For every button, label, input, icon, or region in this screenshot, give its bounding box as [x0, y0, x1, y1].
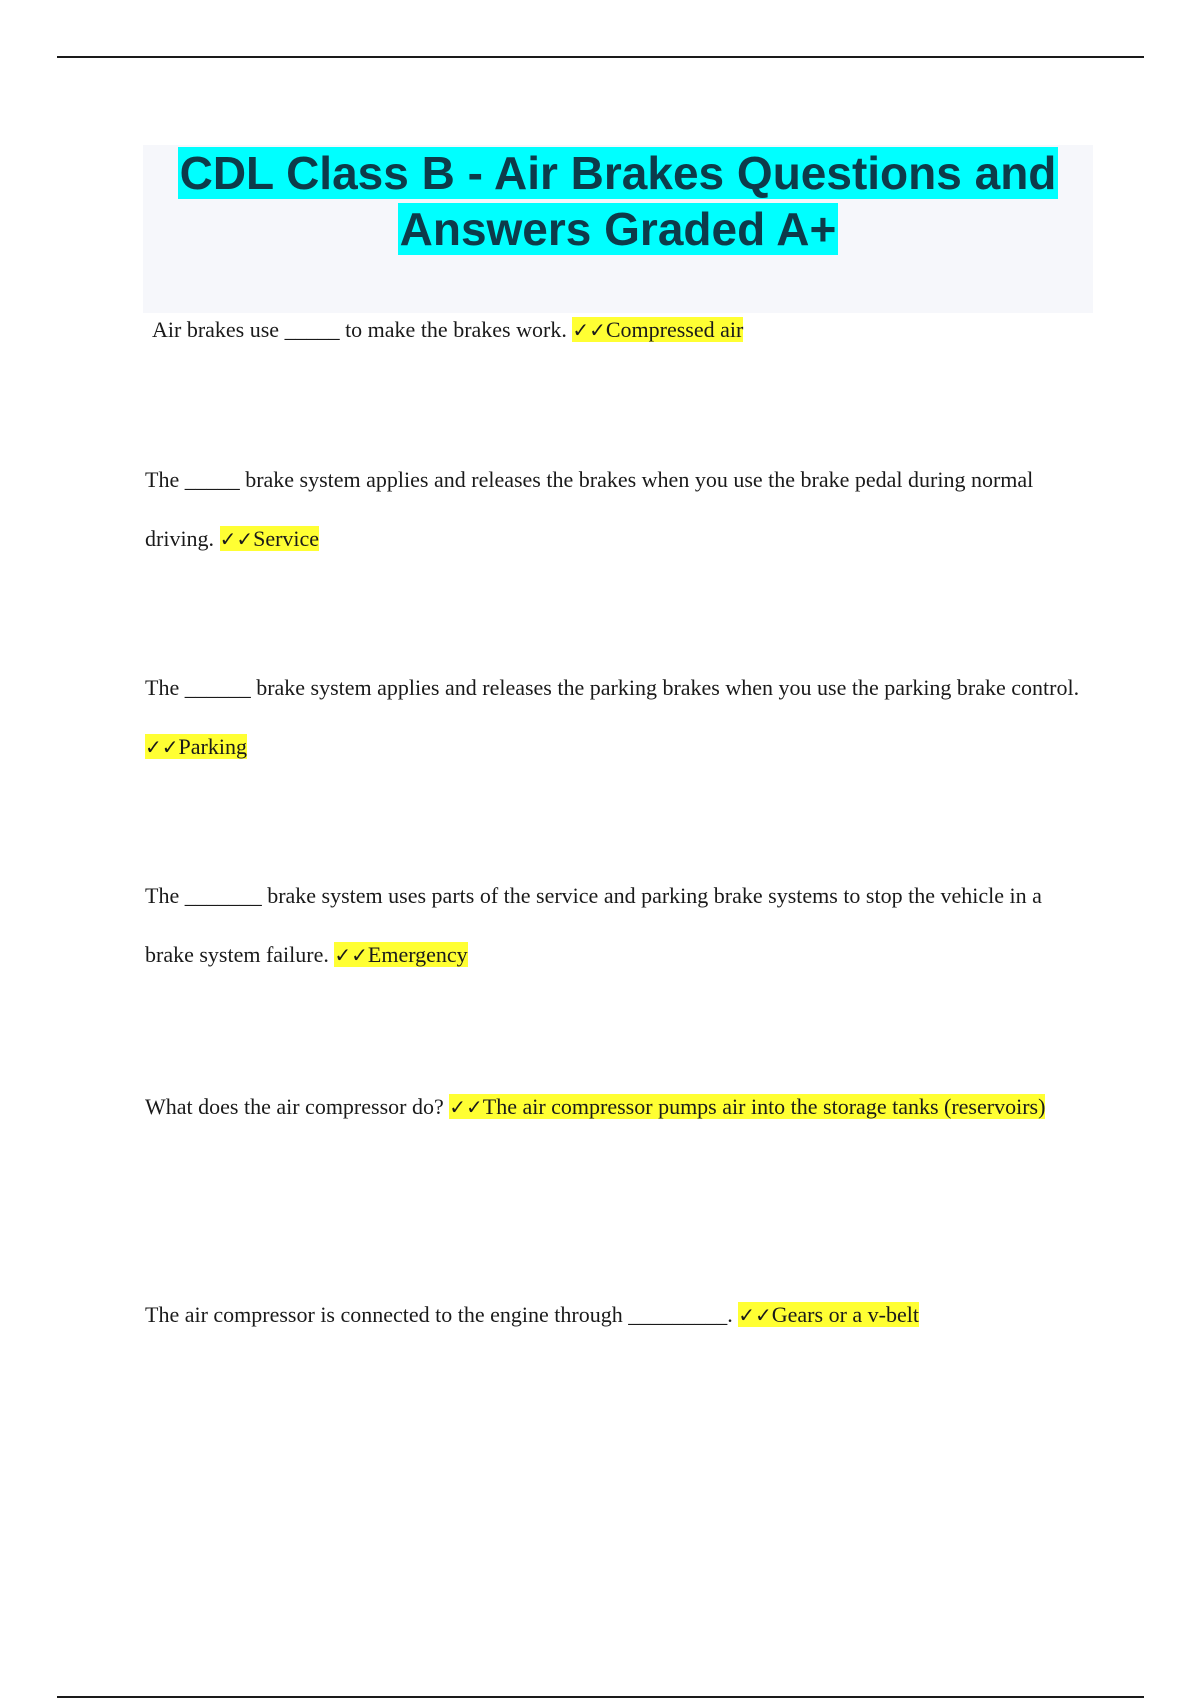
answer-text: Service — [253, 526, 320, 551]
answer-highlight — [145, 734, 247, 759]
question-text: The _______ brake system uses parts of the service and parking brake systems to stop the vehicle in a brake system failure. — [145, 883, 1042, 967]
answer-text: Emergency — [367, 942, 468, 967]
answer-text: Parking — [178, 734, 247, 759]
double-check-icon: ✓✓ — [572, 318, 606, 342]
question-text: The air compressor is connected to the engine through _________. — [145, 1302, 733, 1327]
double-check-icon: ✓✓ — [219, 527, 254, 551]
question-text: The _____ brake system applies and releases the brakes when you use the brake pedal during normal driving. — [145, 467, 1034, 551]
title-block — [143, 145, 1093, 313]
answer-text: Gears or a v-belt — [771, 1302, 919, 1327]
qa-item-4 — [145, 866, 1095, 985]
question-text: Air brakes use _____ to make the brakes work. — [152, 317, 567, 342]
bottom-rule — [57, 1696, 1144, 1698]
qa-item-3 — [145, 658, 1095, 777]
answer-text: Compressed air — [605, 317, 744, 342]
qa-item-6 — [145, 1285, 1095, 1345]
qa-item-5 — [145, 1077, 1095, 1137]
qa-item-2 — [145, 450, 1095, 569]
double-check-icon: ✓✓ — [449, 1095, 483, 1119]
top-rule — [57, 56, 1144, 58]
answer-highlight — [220, 526, 319, 551]
answer-highlight — [738, 1302, 919, 1327]
double-check-icon: ✓✓ — [738, 1303, 772, 1327]
answer-highlight — [449, 1094, 1045, 1119]
answer-highlight — [572, 317, 743, 342]
question-text: The ______ brake system applies and releases the parking brakes when you use the parking brake control. — [145, 675, 1080, 700]
answer-highlight — [334, 942, 467, 967]
document-title — [143, 145, 1093, 257]
double-check-icon: ✓✓ — [145, 735, 179, 759]
question-text: What does the air compressor do? — [145, 1094, 444, 1119]
double-check-icon: ✓✓ — [334, 943, 368, 967]
title-line-2: Answers Graded A+ — [399, 203, 837, 255]
answer-text: The air compressor pumps air into the storage tanks (reservoirs) — [482, 1094, 1046, 1119]
title-line-1: CDL Class B - Air Brakes Questions and — [179, 147, 1057, 199]
qa-item-1 — [152, 300, 1102, 360]
